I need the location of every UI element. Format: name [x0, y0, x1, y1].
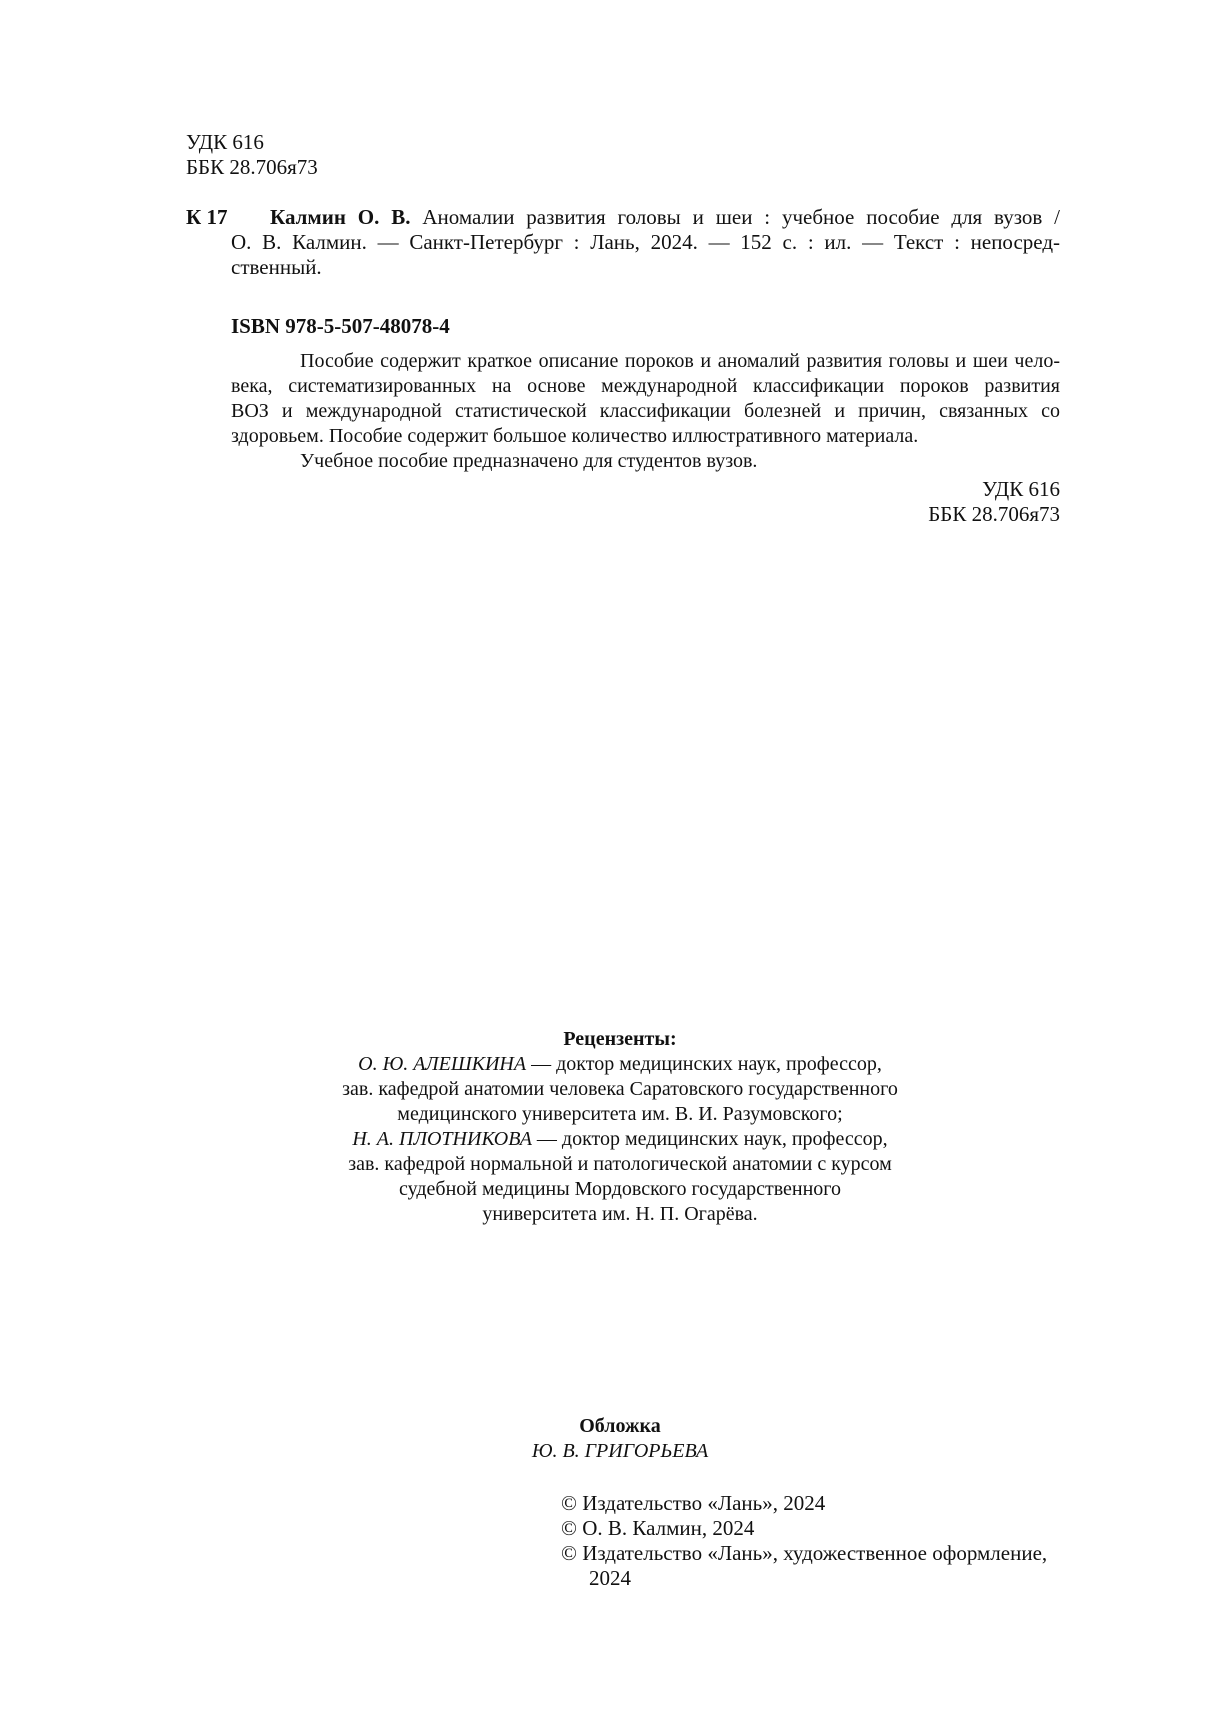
- reviewers-heading: Рецензенты:: [563, 1028, 677, 1050]
- reviewer-2-name: Н. А. ПЛОТНИКОВА: [352, 1128, 532, 1150]
- entry-title: Аномалии развития головы и шеи : учебное пособие для вузов /: [422, 205, 1061, 229]
- annotation-line: века, систематизированных на основе международной классификации пороков развития: [231, 375, 1060, 397]
- copyright-line-3-cont: 2024: [589, 1566, 631, 1590]
- copyright-line-3: © Издательство «Лань», художественное оформление,: [561, 1541, 1048, 1565]
- reviewer-2-title: — доктор медицинских наук, профессор,: [531, 1128, 888, 1150]
- copyright-line-1: © Издательство «Лань», 2024: [561, 1491, 826, 1515]
- bibliographic-entry: [231, 205, 1060, 280]
- cover-designer: Ю. В. ГРИГОРЬЕВА: [531, 1440, 709, 1462]
- cover-heading: Обложка: [579, 1415, 661, 1437]
- bbk-bottom: ББК 28.706я73: [928, 502, 1060, 526]
- reviewer-1-line-2: зав. кафедрой анатомии человека Саратовского государственного: [342, 1078, 898, 1100]
- cover-credit: [470, 1414, 770, 1464]
- reviewer-2-line-2: зав. кафедрой нормальной и патологической анатомии с курсом: [348, 1153, 892, 1175]
- reviewer-2-line-1: [200, 1127, 1040, 1152]
- annotation-line: Пособие содержит краткое описание пороков и аномалий развития головы и шеи чело-: [300, 350, 1060, 372]
- reviewer-1-line-3: медицинского университета им. В. И. Разумовского;: [397, 1103, 843, 1125]
- reviewer-2-line-3: судебной медицины Мордовского государственного: [398, 1178, 842, 1200]
- annotation-line: здоровьем. Пособие содержит большое количество иллюстративного материала.: [231, 425, 919, 447]
- annotation-line: ВОЗ и международной статистической классификации болезней и причин, связанных со: [231, 400, 1060, 422]
- isbn: ISBN 978-5-507-48078-4: [231, 314, 450, 338]
- entry-code: К 17: [186, 205, 228, 229]
- reviewer-2-line-4: университета им. Н. П. Огарёва.: [482, 1203, 758, 1225]
- reviewer-1-line-1: [200, 1052, 1040, 1077]
- classification-bottom: [760, 477, 1060, 527]
- classification-top: [186, 130, 318, 180]
- copyright: [561, 1491, 1047, 1591]
- entry-line-1: [231, 205, 1060, 230]
- entry-line-2: О. В. Калмин. — Санкт-Петербург : Лань, 2024. — 152 с. : ил. — Текст : непосред-: [231, 230, 1060, 254]
- reviewer-1-title: — доктор медицинских наук, профессор,: [526, 1053, 882, 1075]
- annotation-audience: Учебное пособие предназначено для студентов вузов.: [300, 450, 758, 472]
- entry-author: Калмин О. В.: [270, 205, 411, 229]
- udk-bottom: УДК 616: [982, 477, 1060, 501]
- bbk-top: ББК 28.706я73: [186, 155, 318, 179]
- reviewer-1-name: О. Ю. АЛЕШКИНА: [358, 1053, 527, 1075]
- reviewers: [200, 1027, 1040, 1227]
- annotation: [231, 349, 1060, 474]
- udk-top: УДК 616: [186, 130, 264, 154]
- entry-line-3: ственный.: [231, 255, 322, 279]
- copyright-line-2: © О. В. Калмин, 2024: [561, 1516, 755, 1540]
